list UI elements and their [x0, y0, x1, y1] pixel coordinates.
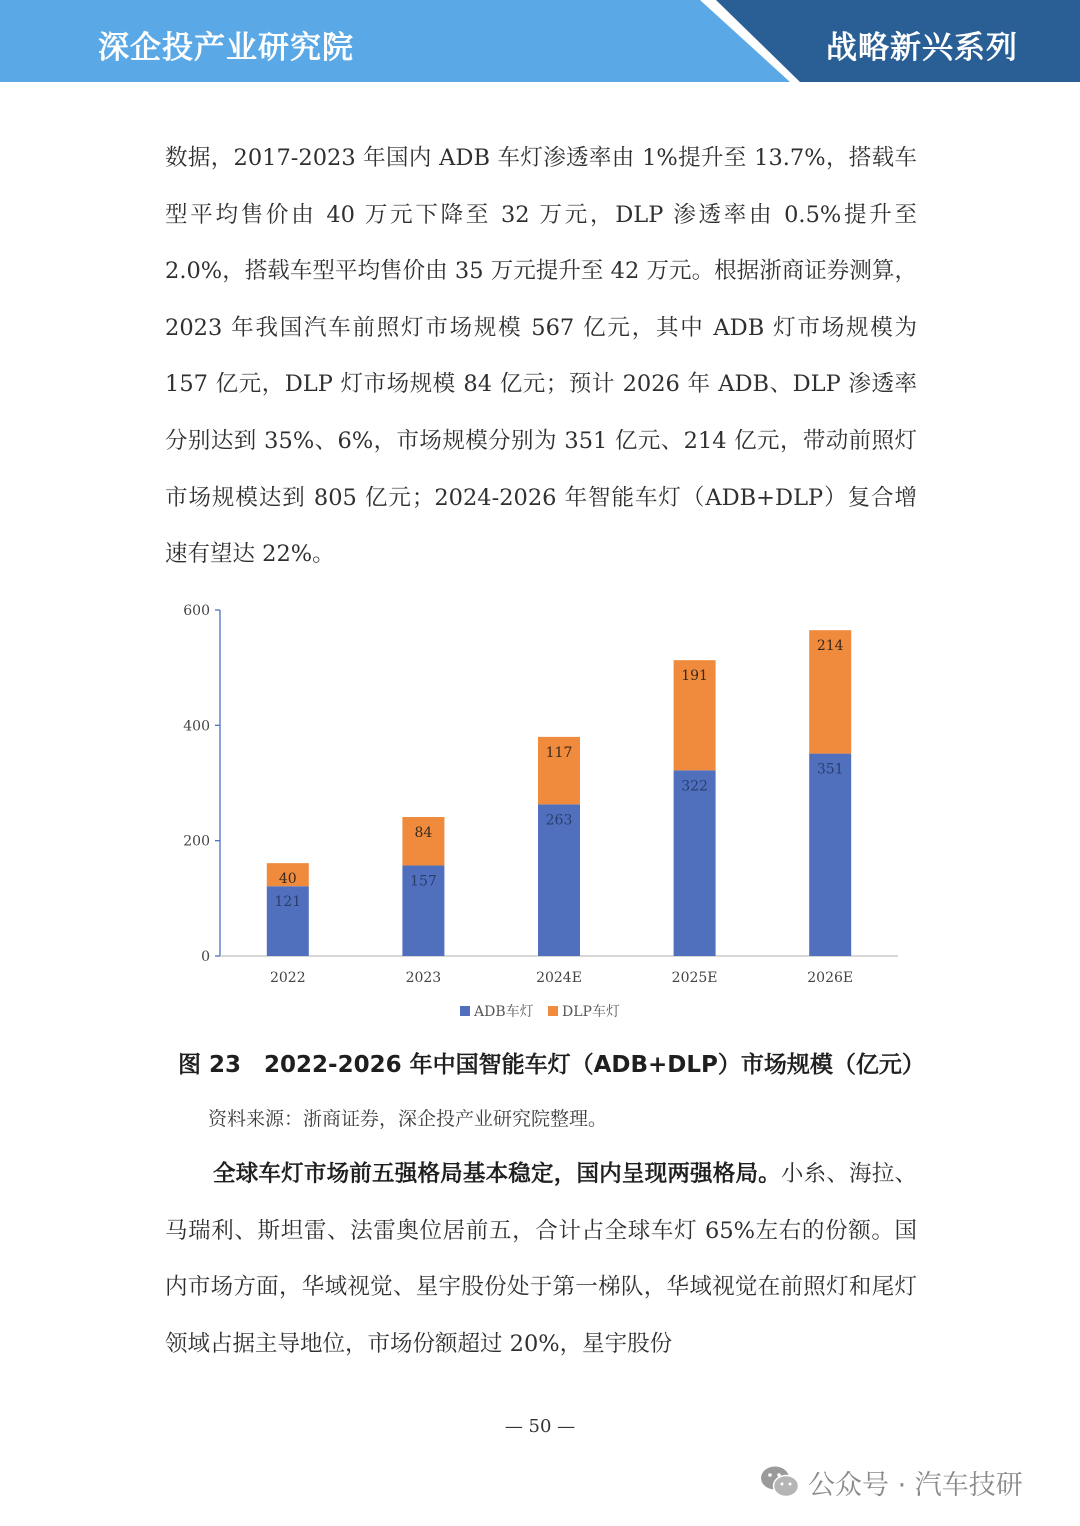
data-label: 263	[545, 812, 573, 829]
watermark	[760, 1462, 1023, 1502]
y-tick-label: 400	[183, 718, 210, 735]
x-tick-label: 2026E	[807, 970, 854, 986]
data-label: 157	[410, 873, 437, 890]
bar-segment	[809, 754, 851, 956]
legend-swatch	[460, 1006, 470, 1016]
paragraph-2-body: 小糸、海拉、马瑞利、斯坦雷、法雷奥位居前五，合计占全球车灯 65%左右的份额。国内市场方面，华域视觉、星宇股份处于第一梯队，华域视觉在前照灯和尾灯领域占据主导地位，市场份额超过 20%，星宇股份	[165, 1161, 917, 1357]
x-tick-label: 2022	[269, 970, 306, 986]
header-banner	[0, 0, 1080, 82]
chart-bars	[267, 630, 851, 956]
legend-label: DLP车灯	[562, 1004, 620, 1020]
legend-swatch	[548, 1006, 558, 1016]
y-tick-label: 0	[201, 949, 210, 965]
figure-caption: 图 23 2022-2026 年中国智能车灯（ADB+DLP）市场规模（亿元）	[178, 1052, 925, 1078]
x-tick-label: 2025E	[671, 970, 718, 986]
body-paragraph-1: 数据，2017-2023 年国内 ADB 车灯渗透率由 1%提升至 13.7%，搭载车型平均售价由 40 万元下降至 32 万元，DLP 渗透率由 0.5%提升至 2.0%，搭载车型平均售价由 35 万元提升至 42 万元。根据浙商证券测算，2023 年我国汽车前照灯市场规模 567 亿元，其中 ADB 灯市场规模为 157 亿元，DLP 灯市场规模 84 亿元；预计 2026 年 ADB、DLP 渗透率分别达到 35%、6%，市场规模分别为 351 亿元、214 亿元，带动前照灯市场规模达到 805 亿元；2024-2026 年智能车灯（ADB+DLP）复合增速有望达 22%。	[165, 145, 917, 568]
data-label: 40	[278, 871, 297, 888]
data-label: 191	[681, 668, 708, 685]
data-label: 214	[816, 638, 844, 655]
data-label: 117	[545, 744, 573, 761]
y-tick-label: 600	[183, 603, 210, 619]
page-number: — 50 —	[504, 1416, 576, 1437]
bar-segment	[674, 770, 716, 956]
x-tick-label: 2024E	[536, 970, 582, 986]
legend-label: ADB车灯	[474, 1004, 534, 1020]
data-label: 322	[681, 778, 708, 795]
chart-legend	[460, 1004, 620, 1020]
stacked-bar-chart	[160, 596, 920, 1036]
series-title: 战略新兴系列	[826, 30, 1018, 66]
brand-title: 深企投产业研究院	[98, 30, 354, 66]
body-paragraph-2	[165, 1146, 917, 1372]
watermark-text: 公众号 · 汽车技研	[808, 1469, 1023, 1501]
data-label: 84	[414, 825, 433, 842]
x-tick-label: 2023	[405, 970, 442, 986]
data-label: 121	[274, 894, 302, 911]
figure-source: 资料来源：浙商证券，深企投产业研究院整理。	[208, 1108, 608, 1130]
paragraph-2-lead: 全球车灯市场前五强格局基本稳定，国内呈现两强格局。	[213, 1161, 781, 1187]
wechat-icon	[760, 1465, 800, 1499]
y-tick-label: 200	[183, 833, 210, 850]
data-label: 351	[816, 761, 844, 778]
